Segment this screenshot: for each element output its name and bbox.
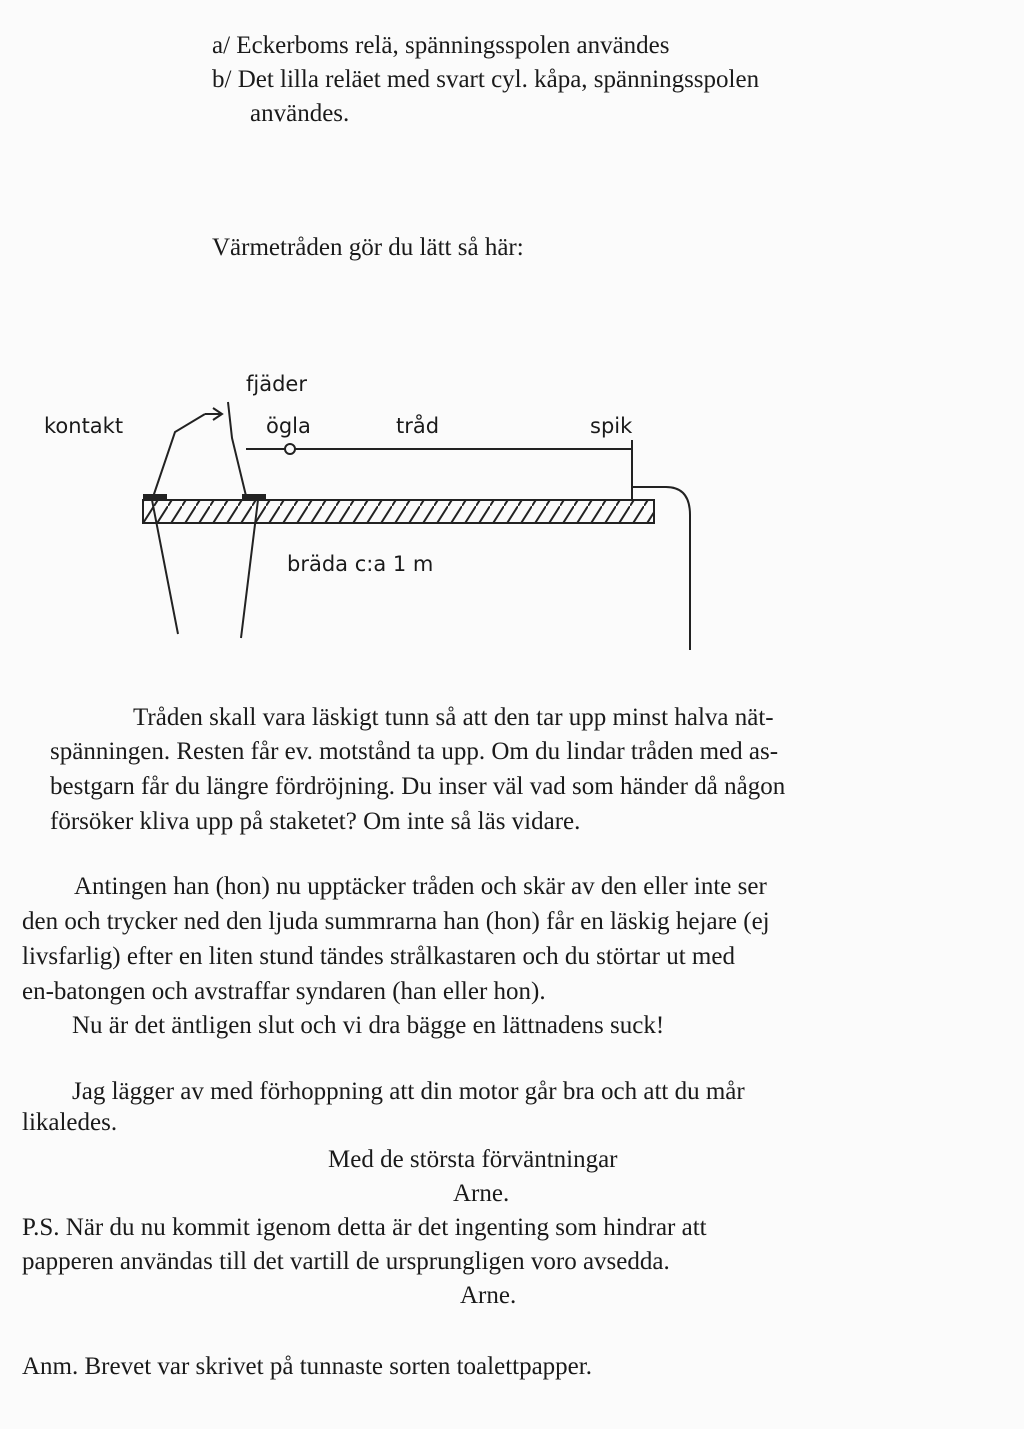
footnote: Anm. Brevet var skrivet på tunnaste sorten toalettpapper. <box>22 1353 592 1380</box>
label-fjader: fjäder <box>246 372 307 396</box>
label-ogla: ögla <box>266 414 311 438</box>
signature: Arne. <box>460 1282 517 1309</box>
paragraph-2-line: Nu är det äntligen slut och vi dra bägge en lättnadens suck! <box>72 1012 665 1039</box>
item-b: b/ Det lilla reläet med svart cyl. kåpa, spänningsspolen <box>212 66 760 93</box>
contact-arrow <box>205 408 222 420</box>
ps-line: P.S. När du nu kommit igenom detta är det ingenting som hindrar att <box>22 1214 707 1241</box>
paragraph-1-line: spänningen. Resten får ev. motstånd ta upp. Om du lindar tråden med as- <box>50 738 779 765</box>
paragraph-3-line: likaledes. <box>22 1109 118 1136</box>
item-b-cont: användes. <box>250 100 350 127</box>
paragraph-1-line: Tråden skall vara läskigt tunn så att den tar upp minst halva nät- <box>133 704 774 731</box>
paragraph-2-line: livsfarlig) efter en liten stund tändes strålkastaren och du störtar ut med <box>22 943 735 970</box>
board <box>143 500 654 523</box>
ps-line: papperen användas till det vartill de ursprungligen voro avsedda. <box>22 1248 670 1275</box>
label-spik: spik <box>590 414 633 438</box>
paragraph-2-line: Antingen han (hon) nu upptäcker tråden och skär av den eller inte ser <box>74 873 767 900</box>
paragraph-3-line: Jag lägger av med förhoppning att din motor går bra och att du mår <box>72 1078 745 1105</box>
paragraph-2-line: den och trycker ned den ljuda summrarna han (hon) får en läskig hejare (ej <box>22 908 770 935</box>
item-a: a/ Eckerboms relä, spänningsspolen användes <box>212 32 670 59</box>
closing: Med de största förväntningar <box>328 1146 618 1173</box>
paragraph-2-line: en-batongen och avstraffar syndaren (han eller hon). <box>22 978 546 1005</box>
paragraph-1-line: försöker kliva upp på staketet? Om inte så läs vidare. <box>50 808 581 835</box>
eyelet <box>285 444 295 454</box>
signature: Arne. <box>453 1180 510 1207</box>
paragraph-1-line: bestgarn får du längre fördröjning. Du inser väl vad som händer då någon <box>50 773 786 800</box>
label-trad: tråd <box>396 414 440 438</box>
intro-text: Värmetråden gör du lätt så här: <box>212 234 524 261</box>
label-kontakt: kontakt <box>44 414 124 438</box>
contact-plate-left <box>143 494 167 500</box>
label-brada: bräda c:a 1 m <box>287 552 434 576</box>
